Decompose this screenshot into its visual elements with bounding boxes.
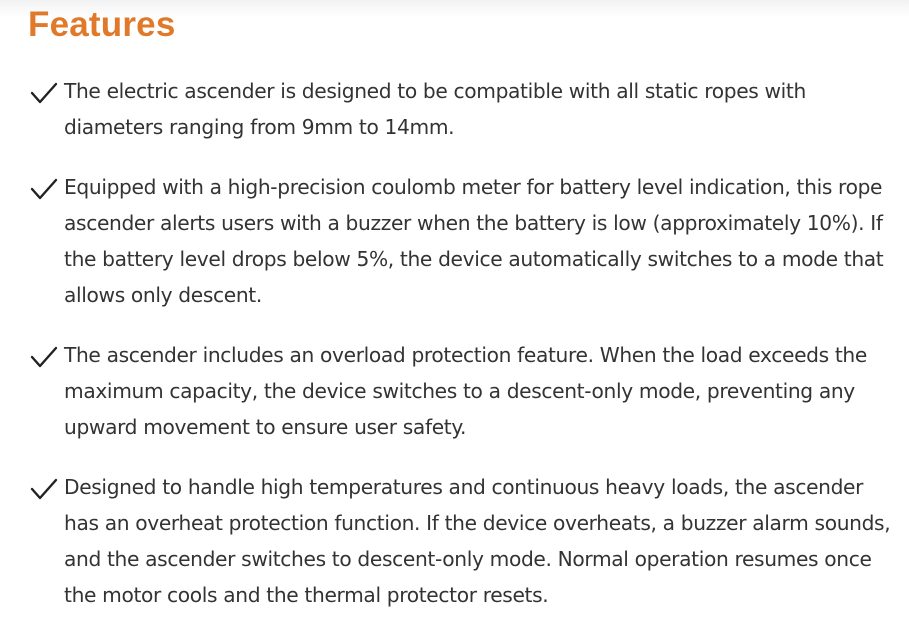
checkmark-icon [30,81,58,105]
section-title: Features [28,5,176,44]
feature-text: The ascender includes an overload protection feature. When the load exceeds the maximum capacity, the device switches to a descent-only mode, preventing any upward movement to ensure user safety. [64,343,867,439]
feature-item [0,469,909,613]
feature-text: The electric ascender is designed to be compatible with all static ropes with diameters ranging from 9mm to 14mm. [64,79,806,139]
checkmark-icon [30,177,58,201]
checkmark-icon [30,477,58,501]
features-list [0,73,909,637]
feature-text: Equipped with a high-precision coulomb meter for battery level indication, this rope ascender alerts users with a buzzer when the battery is low (approximately 10%). If the battery level drops below 5%, the device automatically switches to a mode that allows only descent. [64,175,884,307]
feature-text: Designed to handle high temperatures and continuous heavy loads, the ascender has an overheat protection function. If the device overheats, a buzzer alarm sounds, and the ascender switches to descent-only mode. Normal operation resumes once the motor cools and the thermal protector resets. [64,475,891,607]
feature-item [0,337,909,445]
feature-item [0,169,909,313]
checkmark-icon [30,345,58,369]
feature-item [0,73,909,145]
